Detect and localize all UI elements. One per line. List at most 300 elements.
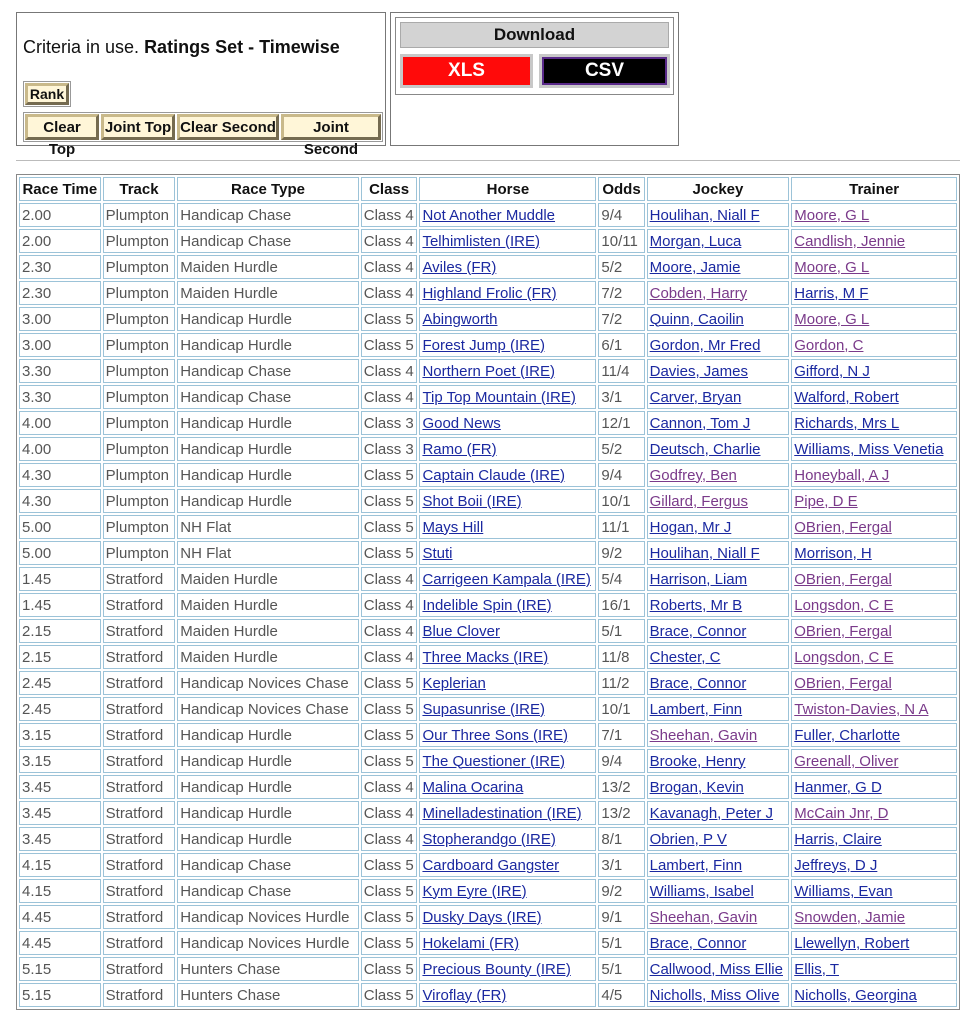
jockey-link[interactable]: Hogan, Mr J [649, 518, 732, 536]
trainer-link[interactable]: Harris, M F [794, 284, 869, 302]
trainer-cell[interactable] [791, 619, 957, 643]
table-row [19, 775, 957, 799]
horse-cell[interactable] [419, 801, 596, 825]
jockey-cell[interactable] [647, 749, 790, 773]
joint-second-button[interactable]: Joint Second [281, 114, 381, 140]
race-type-cell: NH Flat [177, 515, 358, 539]
horse-cell[interactable] [419, 229, 596, 253]
race-type-cell: Hunters Chase [177, 983, 358, 1007]
jockey-cell[interactable] [647, 463, 790, 487]
trainer-link[interactable]: Honeyball, A J [794, 466, 890, 484]
horse-link[interactable]: Forest Jump (IRE) [422, 336, 545, 354]
jockey-link[interactable]: Callwood, Miss Ellie [649, 960, 783, 978]
trainer-cell[interactable] [791, 281, 957, 305]
race-time-cell: 2.00 [19, 203, 101, 227]
horse-link[interactable]: Supasunrise (IRE) [422, 700, 545, 718]
horse-cell[interactable] [419, 645, 596, 669]
jockey-cell[interactable] [647, 359, 790, 383]
race-time-cell: 3.45 [19, 801, 101, 825]
trainer-cell[interactable] [791, 775, 957, 799]
race-type-cell: Handicap Hurdle [177, 801, 358, 825]
trainer-link[interactable]: Candlish, Jennie [794, 232, 906, 250]
class-cell: Class 4 [361, 775, 418, 799]
class-cell: Class 5 [361, 723, 418, 747]
track-cell: Plumpton [103, 411, 176, 435]
jockey-cell[interactable] [647, 229, 790, 253]
track-cell: Plumpton [103, 307, 176, 331]
horse-link[interactable]: The Questioner (IRE) [422, 752, 565, 770]
trainer-cell[interactable] [791, 697, 957, 721]
table-row [19, 489, 957, 513]
race-type-cell: Handicap Hurdle [177, 489, 358, 513]
class-cell: Class 3 [361, 437, 418, 461]
odds-cell: 4/5 [598, 983, 644, 1007]
jockey-cell[interactable] [647, 541, 790, 565]
class-cell: Class 4 [361, 645, 418, 669]
trainer-link[interactable]: OBrien, Fergal [794, 518, 892, 536]
class-cell: Class 4 [361, 203, 418, 227]
trainer-link[interactable]: Longsdon, C E [794, 596, 894, 614]
jockey-cell[interactable] [647, 905, 790, 929]
jockey-cell[interactable] [647, 307, 790, 331]
odds-cell: 3/1 [598, 385, 644, 409]
race-time-cell: 4.30 [19, 463, 101, 487]
odds-cell: 7/2 [598, 307, 644, 331]
jockey-link[interactable]: Harrison, Liam [649, 570, 748, 588]
table-row [19, 723, 957, 747]
horse-link[interactable]: Shot Boii (IRE) [422, 492, 522, 510]
horse-cell[interactable] [419, 723, 596, 747]
horse-link[interactable]: Tip Top Mountain (IRE) [422, 388, 576, 406]
track-cell: Plumpton [103, 229, 176, 253]
jockey-link[interactable]: Gordon, Mr Fred [649, 336, 761, 354]
odds-cell: 12/1 [598, 411, 644, 435]
jockey-cell[interactable] [647, 775, 790, 799]
class-cell: Class 5 [361, 541, 418, 565]
jockey-link[interactable]: Houlihan, Niall F [649, 544, 760, 562]
race-type-cell: Handicap Chase [177, 359, 358, 383]
trainer-cell[interactable] [791, 385, 957, 409]
race-time-cell: 4.15 [19, 879, 101, 903]
table-row [19, 411, 957, 435]
horse-cell[interactable] [419, 333, 596, 357]
trainer-link[interactable]: Moore, G L [794, 206, 870, 224]
race-type-cell: Handicap Chase [177, 203, 358, 227]
horse-link[interactable]: Stopherandgo (IRE) [422, 830, 556, 848]
jockey-cell[interactable] [647, 879, 790, 903]
jockey-cell[interactable] [647, 723, 790, 747]
jockey-link[interactable]: Chester, C [649, 648, 721, 666]
trainer-cell[interactable] [791, 203, 957, 227]
table-row [19, 307, 957, 331]
download-xls-button[interactable]: XLS [400, 54, 533, 88]
horse-link[interactable]: Telhimlisten (IRE) [422, 232, 540, 250]
download-csv-button[interactable]: CSV [539, 54, 670, 88]
table-row [19, 697, 957, 721]
horse-cell[interactable] [419, 541, 596, 565]
class-cell: Class 5 [361, 333, 418, 357]
jockey-link[interactable]: Brooke, Henry [649, 752, 746, 770]
horse-cell[interactable] [419, 905, 596, 929]
trainer-cell[interactable] [791, 879, 957, 903]
jockey-link[interactable]: Morgan, Luca [649, 232, 742, 250]
trainer-link[interactable]: OBrien, Fergal [794, 622, 892, 640]
horse-cell[interactable] [419, 593, 596, 617]
horse-link[interactable]: Precious Bounty (IRE) [422, 960, 571, 978]
jockey-cell[interactable] [647, 489, 790, 513]
jockey-link[interactable]: Cannon, Tom J [649, 414, 751, 432]
trainer-cell[interactable] [791, 957, 957, 981]
trainer-link[interactable]: Williams, Miss Venetia [794, 440, 944, 458]
race-type-cell: Handicap Hurdle [177, 437, 358, 461]
horse-cell[interactable] [419, 931, 596, 955]
class-cell: Class 5 [361, 957, 418, 981]
trainer-link[interactable]: Moore, G L [794, 258, 870, 276]
trainer-cell[interactable] [791, 437, 957, 461]
criteria-panel [16, 12, 386, 158]
race-time-cell: 4.00 [19, 437, 101, 461]
download-panel [390, 12, 679, 146]
trainer-link[interactable]: Nicholls, Georgina [794, 986, 917, 1004]
horse-link[interactable]: Aviles (FR) [422, 258, 497, 276]
odds-cell: 8/1 [598, 827, 644, 851]
horse-cell[interactable] [419, 983, 596, 1007]
col-header-trainer: Trainer [791, 177, 957, 201]
class-cell: Class 4 [361, 567, 418, 591]
horse-link[interactable]: Carrigeen Kampala (IRE) [422, 570, 591, 588]
horse-link[interactable]: Ramo (FR) [422, 440, 497, 458]
table-row [19, 541, 957, 565]
horse-link[interactable]: Stuti [422, 544, 453, 562]
trainer-link[interactable]: Williams, Evan [794, 882, 893, 900]
race-time-cell: 4.45 [19, 905, 101, 929]
trainer-cell[interactable] [791, 411, 957, 435]
race-time-cell: 1.45 [19, 593, 101, 617]
class-cell: Class 4 [361, 281, 418, 305]
odds-cell: 5/2 [598, 255, 644, 279]
horse-link[interactable]: Indelible Spin (IRE) [422, 596, 552, 614]
table-row [19, 827, 957, 851]
jockey-cell[interactable] [647, 853, 790, 877]
odds-cell: 5/1 [598, 619, 644, 643]
horse-cell[interactable] [419, 359, 596, 383]
horse-cell[interactable] [419, 281, 596, 305]
trainer-link[interactable]: Fuller, Charlotte [794, 726, 901, 744]
table-row [19, 463, 957, 487]
horse-cell[interactable] [419, 697, 596, 721]
jockey-cell[interactable] [647, 567, 790, 591]
col-header-class: Class [361, 177, 418, 201]
jockey-link[interactable]: Carver, Bryan [649, 388, 742, 406]
horse-cell[interactable] [419, 437, 596, 461]
jockey-link[interactable]: Gillard, Fergus [649, 492, 748, 510]
trainer-cell[interactable] [791, 671, 957, 695]
odds-cell: 9/4 [598, 203, 644, 227]
odds-cell: 9/1 [598, 905, 644, 929]
jockey-cell[interactable] [647, 931, 790, 955]
horse-link[interactable]: Viroflay (FR) [422, 986, 507, 1004]
horse-cell[interactable] [419, 463, 596, 487]
trainer-link[interactable]: Hanmer, G D [794, 778, 882, 796]
trainer-link[interactable]: Moore, G L [794, 310, 870, 328]
odds-cell: 13/2 [598, 801, 644, 825]
jockey-link[interactable]: Lambert, Finn [649, 700, 743, 718]
trainer-cell[interactable] [791, 463, 957, 487]
race-type-cell: Handicap Chase [177, 853, 358, 877]
trainer-link[interactable]: Gordon, C [794, 336, 864, 354]
race-time-cell: 2.15 [19, 645, 101, 669]
track-cell: Stratford [103, 931, 176, 955]
horse-cell[interactable] [419, 411, 596, 435]
race-type-cell: Handicap Hurdle [177, 749, 358, 773]
jockey-link[interactable]: Brogan, Kevin [649, 778, 744, 796]
jockey-cell[interactable] [647, 333, 790, 357]
jockey-link[interactable]: Quinn, Caoilin [649, 310, 744, 328]
odds-cell: 7/2 [598, 281, 644, 305]
odds-cell: 9/4 [598, 749, 644, 773]
class-cell: Class 4 [361, 801, 418, 825]
trainer-cell[interactable] [791, 827, 957, 851]
joint-top-button[interactable]: Joint Top [101, 114, 175, 140]
trainer-link[interactable]: Jeffreys, D J [794, 856, 878, 874]
horse-cell[interactable] [419, 385, 596, 409]
race-time-cell: 4.45 [19, 931, 101, 955]
jockey-link[interactable]: Roberts, Mr B [649, 596, 743, 614]
horse-link[interactable]: Cardboard Gangster [422, 856, 560, 874]
track-cell: Stratford [103, 671, 176, 695]
jockey-link[interactable]: Sheehan, Gavin [649, 726, 758, 744]
trainer-link[interactable]: Ellis, T [794, 960, 839, 978]
horse-cell[interactable] [419, 489, 596, 513]
race-time-cell: 3.15 [19, 749, 101, 773]
horse-cell[interactable] [419, 619, 596, 643]
track-cell: Plumpton [103, 385, 176, 409]
jockey-cell[interactable] [647, 619, 790, 643]
jockey-cell[interactable] [647, 593, 790, 617]
jockey-cell[interactable] [647, 437, 790, 461]
horse-cell[interactable] [419, 853, 596, 877]
jockey-link[interactable]: Godfrey, Ben [649, 466, 737, 484]
race-type-cell: Handicap Hurdle [177, 307, 358, 331]
criteria-text [23, 37, 340, 58]
class-cell: Class 5 [361, 515, 418, 539]
jockey-cell[interactable] [647, 385, 790, 409]
trainer-link[interactable]: Longsdon, C E [794, 648, 894, 666]
track-cell: Stratford [103, 905, 176, 929]
table-row [19, 749, 957, 773]
table-row [19, 671, 957, 695]
jockey-link[interactable]: Nicholls, Miss Olive [649, 986, 780, 1004]
horse-cell[interactable] [419, 775, 596, 799]
race-type-cell: Handicap Chase [177, 879, 358, 903]
rank-button[interactable]: Rank [25, 83, 69, 105]
jockey-link[interactable]: Brace, Connor [649, 674, 747, 692]
jockey-link[interactable]: Cobden, Harry [649, 284, 748, 302]
clear-second-button[interactable]: Clear Second [177, 114, 279, 140]
jockey-link[interactable]: Williams, Isabel [649, 882, 754, 900]
race-type-cell: Handicap Hurdle [177, 827, 358, 851]
clear-top-button[interactable]: Clear Top [25, 114, 99, 140]
table-row [19, 957, 957, 981]
trainer-link[interactable]: Gifford, N J [794, 362, 870, 380]
jockey-cell[interactable] [647, 203, 790, 227]
trainer-link[interactable]: Snowden, Jamie [794, 908, 906, 926]
race-type-cell: Handicap Novices Hurdle [177, 931, 358, 955]
divider [16, 160, 960, 161]
trainer-cell[interactable] [791, 515, 957, 539]
trainer-cell[interactable] [791, 983, 957, 1007]
trainer-link[interactable]: OBrien, Fergal [794, 674, 892, 692]
col-header-track: Track [103, 177, 176, 201]
horse-link[interactable]: Northern Poet (IRE) [422, 362, 555, 380]
odds-cell: 10/1 [598, 697, 644, 721]
odds-cell: 5/2 [598, 437, 644, 461]
horse-link[interactable]: Malina Ocarina [422, 778, 524, 796]
jockey-link[interactable]: Kavanagh, Peter J [649, 804, 774, 822]
race-time-cell: 3.00 [19, 333, 101, 357]
trainer-cell[interactable] [791, 905, 957, 929]
trainer-link[interactable]: McCain Jnr, D [794, 804, 889, 822]
track-cell: Plumpton [103, 255, 176, 279]
horse-link[interactable]: Highland Frolic (FR) [422, 284, 557, 302]
jockey-link[interactable]: Lambert, Finn [649, 856, 743, 874]
race-time-cell: 2.30 [19, 281, 101, 305]
trainer-link[interactable]: Harris, Claire [794, 830, 882, 848]
horse-link[interactable]: Not Another Muddle [422, 206, 556, 224]
horse-link[interactable]: Abingworth [422, 310, 498, 328]
track-cell: Plumpton [103, 541, 176, 565]
table-row [19, 203, 957, 227]
horse-link[interactable]: Three Macks (IRE) [422, 648, 549, 666]
class-cell: Class 5 [361, 879, 418, 903]
trainer-cell[interactable] [791, 541, 957, 565]
horse-cell[interactable] [419, 749, 596, 773]
jockey-cell[interactable] [647, 515, 790, 539]
table-row [19, 567, 957, 591]
horse-link[interactable]: Hokelami (FR) [422, 934, 520, 952]
jockey-cell[interactable] [647, 671, 790, 695]
trainer-link[interactable]: Twiston-Davies, N A [794, 700, 929, 718]
track-cell: Stratford [103, 801, 176, 825]
class-cell: Class 4 [361, 229, 418, 253]
jockey-cell[interactable] [647, 255, 790, 279]
jockey-link[interactable]: Houlihan, Niall F [649, 206, 760, 224]
trainer-link[interactable]: Llewellyn, Robert [794, 934, 910, 952]
horse-cell[interactable] [419, 671, 596, 695]
race-time-cell: 5.00 [19, 515, 101, 539]
jockey-cell[interactable] [647, 827, 790, 851]
trainer-cell[interactable] [791, 333, 957, 357]
download-box [395, 17, 674, 95]
trainer-cell[interactable] [791, 931, 957, 955]
trainer-cell[interactable] [791, 801, 957, 825]
jockey-cell[interactable] [647, 411, 790, 435]
jockey-link[interactable]: Deutsch, Charlie [649, 440, 761, 458]
jockey-cell[interactable] [647, 281, 790, 305]
trainer-link[interactable]: Walford, Robert [794, 388, 899, 406]
horse-cell[interactable] [419, 203, 596, 227]
race-time-cell: 2.15 [19, 619, 101, 643]
trainer-cell[interactable] [791, 359, 957, 383]
class-cell: Class 5 [361, 905, 418, 929]
trainer-link[interactable]: Pipe, D E [794, 492, 858, 510]
trainer-cell[interactable] [791, 255, 957, 279]
table-row [19, 879, 957, 903]
horse-link[interactable]: Kym Eyre (IRE) [422, 882, 527, 900]
trainer-cell[interactable] [791, 229, 957, 253]
jockey-cell[interactable] [647, 957, 790, 981]
track-cell: Stratford [103, 983, 176, 1007]
jockey-cell[interactable] [647, 645, 790, 669]
class-cell: Class 5 [361, 463, 418, 487]
trainer-link[interactable]: OBrien, Fergal [794, 570, 892, 588]
race-type-cell: Handicap Novices Chase [177, 671, 358, 695]
ratings-set-label: Ratings Set - Timewise [144, 37, 340, 57]
trainer-link[interactable]: Richards, Mrs L [794, 414, 900, 432]
horse-link[interactable]: Minelladestination (IRE) [422, 804, 582, 822]
race-type-cell: NH Flat [177, 541, 358, 565]
class-cell: Class 4 [361, 619, 418, 643]
horse-cell[interactable] [419, 515, 596, 539]
jockey-link[interactable]: Obrien, P V [649, 830, 727, 848]
horse-cell[interactable] [419, 957, 596, 981]
horse-cell[interactable] [419, 255, 596, 279]
trainer-cell[interactable] [791, 593, 957, 617]
race-type-cell: Maiden Hurdle [177, 281, 358, 305]
trainer-cell[interactable] [791, 749, 957, 773]
odds-cell: 11/4 [598, 359, 644, 383]
horse-link[interactable]: Our Three Sons (IRE) [422, 726, 569, 744]
trainer-link[interactable]: Morrison, H [794, 544, 872, 562]
trainer-cell[interactable] [791, 489, 957, 513]
table-row [19, 801, 957, 825]
horse-link[interactable]: Captain Claude (IRE) [422, 466, 566, 484]
horse-link[interactable]: Good News [422, 414, 501, 432]
trainer-cell[interactable] [791, 853, 957, 877]
track-cell: Stratford [103, 775, 176, 799]
horse-cell[interactable] [419, 827, 596, 851]
horse-cell[interactable] [419, 567, 596, 591]
horse-link[interactable]: Blue Clover [422, 622, 500, 640]
trainer-link[interactable]: Greenall, Oliver [794, 752, 899, 770]
horse-link[interactable]: Dusky Days (IRE) [422, 908, 542, 926]
col-header-horse: Horse [419, 177, 596, 201]
odds-cell: 11/1 [598, 515, 644, 539]
jockey-link[interactable]: Sheehan, Gavin [649, 908, 758, 926]
track-cell: Stratford [103, 827, 176, 851]
track-cell: Plumpton [103, 437, 176, 461]
jockey-cell[interactable] [647, 697, 790, 721]
jockey-cell[interactable] [647, 983, 790, 1007]
trainer-cell[interactable] [791, 307, 957, 331]
table-row [19, 645, 957, 669]
race-time-cell: 2.45 [19, 671, 101, 695]
jockey-link[interactable]: Moore, Jamie [649, 258, 741, 276]
table-row [19, 931, 957, 955]
horse-cell[interactable] [419, 879, 596, 903]
jockey-link[interactable]: Brace, Connor [649, 622, 747, 640]
trainer-cell[interactable] [791, 723, 957, 747]
jockey-cell[interactable] [647, 801, 790, 825]
jockey-link[interactable]: Brace, Connor [649, 934, 747, 952]
jockey-link[interactable]: Davies, James [649, 362, 748, 380]
trainer-cell[interactable] [791, 645, 957, 669]
trainer-cell[interactable] [791, 567, 957, 591]
horse-cell[interactable] [419, 307, 596, 331]
horse-link[interactable]: Keplerian [422, 674, 486, 692]
horse-link[interactable]: Mays Hill [422, 518, 484, 536]
class-cell: Class 5 [361, 671, 418, 695]
